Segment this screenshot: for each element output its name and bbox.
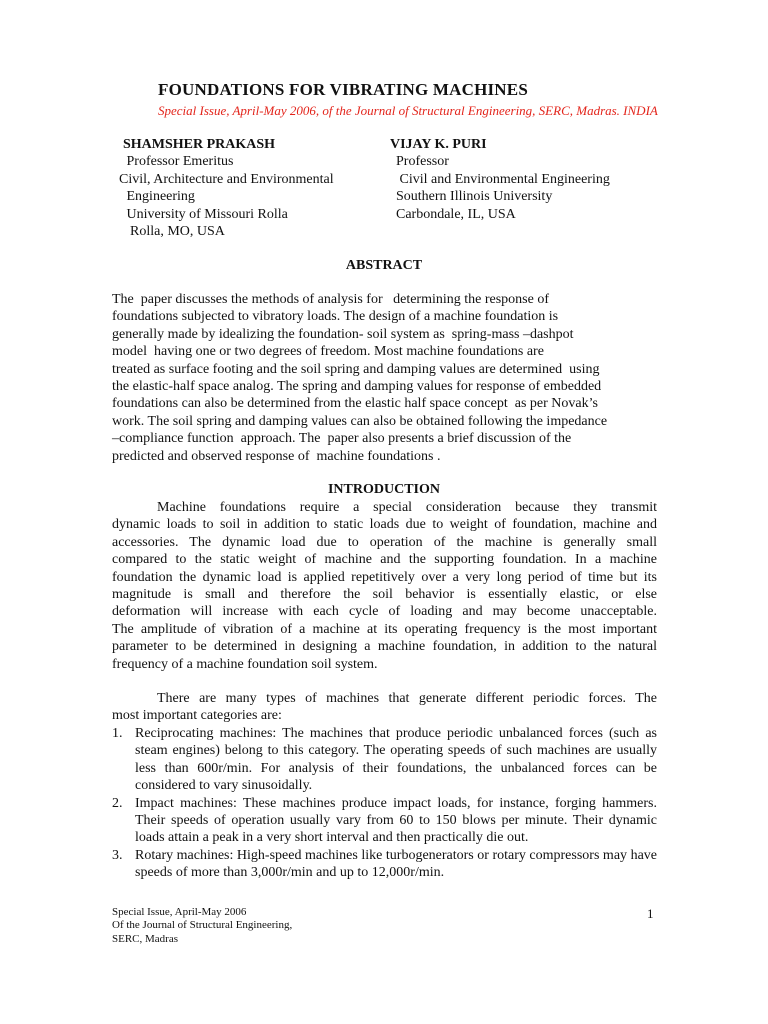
author-affiliation-line: Civil and Environmental Engineering bbox=[396, 171, 610, 187]
abstract-body bbox=[112, 291, 657, 465]
abstract-heading: ABSTRACT bbox=[345, 258, 423, 273]
intro-line: accessories. The dynamic load due to operation of the machine is generally small bbox=[112, 534, 657, 550]
intro-line: parameter to be determined in designing a machine foundation, in addition to the natural bbox=[112, 639, 657, 655]
author-affiliation-line: Civil, Architecture and Environmental bbox=[119, 171, 334, 187]
introduction-paragraph-1 bbox=[112, 499, 657, 673]
list-item-text: Impact machines: These machines produce impact loads, for instance, forging hammers. Their speeds of operation usually vary from 60 to 150 blows per minute. Their dynamic loads attain a peak in a very short interval and then practically die out. bbox=[135, 795, 657, 846]
list-item-number: 1. bbox=[112, 726, 123, 741]
footer-line: SERC, Madras bbox=[112, 932, 178, 945]
intro-line: Machine foundations require a special consideration because they transmit bbox=[157, 500, 657, 515]
author-affiliation-line: Professor bbox=[396, 154, 449, 170]
intro-line: magnitude is small and therefore the soil behavior is essentially elastic, or else bbox=[112, 587, 657, 603]
author-name: SHAMSHER PRAKASH bbox=[123, 137, 276, 152]
intro-line: There are many types of machines that generate different periodic forces. The bbox=[157, 691, 657, 706]
paper-subtitle: Special Issue, April-May 2006, of the Journal of Structural Engineering, SERC, Madras. INDIA bbox=[158, 103, 658, 118]
abstract-line: generally made by idealizing the foundation- soil system as spring-mass –dashpot bbox=[112, 326, 574, 342]
list-item-text: Reciprocating machines: The machines that produce periodic unbalanced forces (such as steam engines) belong to this category. The operating speeds of such machines are usually less than 600r/min. For analysis of their foundations, the unbalanced forces can be considered to vary sinusoidally. bbox=[135, 726, 657, 794]
author-block-2 bbox=[390, 136, 610, 223]
author-affiliation-line: Professor Emeritus bbox=[123, 154, 234, 170]
author-affiliation-line: Southern Illinois University bbox=[396, 189, 553, 205]
list-item bbox=[112, 795, 657, 847]
abstract-line: foundations can also be determined from the elastic half space concept as per Novak’s bbox=[112, 396, 598, 412]
intro-line: dynamic loads to soil in addition to static loads due to weight of foundation, machine and bbox=[112, 517, 657, 533]
intro-line: foundation the dynamic load is applied repetitively over a very long period of time but its bbox=[112, 569, 657, 585]
intro-line: most important categories are: bbox=[112, 708, 282, 724]
list-item-text: Rotary machines: High-speed machines like turbogenerators or rotary compressors may have speeds of more than 3,000r/min and up to 12,000r/min. bbox=[135, 847, 657, 881]
abstract-line: treated as surface footing and the soil spring and damping values are determined using bbox=[112, 361, 600, 377]
abstract-line: work. The soil spring and damping values can also be obtained following the impedance bbox=[112, 413, 608, 429]
intro-line: The amplitude of vibration of a machine at its operating frequency is the most important bbox=[112, 621, 657, 637]
list-item bbox=[112, 847, 657, 882]
footer-line: Of the Journal of Structural Engineering, bbox=[112, 919, 293, 932]
intro-line: compared to the static weight of machine and the supporting foundation. In a machine bbox=[112, 552, 657, 568]
abstract-line: –compliance function approach. The paper also presents a brief discussion of the bbox=[112, 431, 572, 447]
abstract-line: The paper discusses the methods of analysis for determining the response of bbox=[112, 292, 550, 307]
introduction-heading: INTRODUCTION bbox=[327, 482, 440, 497]
list-item-number: 2. bbox=[112, 795, 123, 811]
author-affiliation-line: Rolla, MO, USA bbox=[123, 224, 225, 240]
author-affiliation-line: Engineering bbox=[123, 189, 195, 205]
abstract-line: predicted and observed response of machine foundations . bbox=[112, 448, 441, 464]
page-footer bbox=[112, 906, 292, 946]
author-name: VIJAY K. PURI bbox=[390, 137, 487, 152]
introduction-paragraph-2 bbox=[112, 690, 657, 725]
author-affiliation-line: Carbondale, IL, USA bbox=[396, 206, 516, 222]
abstract-line: the elastic-half space analog. The spring and damping values for response of embedded bbox=[112, 379, 602, 395]
list-item-number: 3. bbox=[112, 847, 123, 863]
list-item bbox=[112, 725, 657, 795]
intro-line: deformation will increase with each cycle of loading and may become unacceptable. bbox=[112, 604, 657, 620]
intro-line: frequency of a machine foundation soil system. bbox=[112, 656, 378, 672]
footer-line: Special Issue, April-May 2006 bbox=[112, 906, 247, 918]
abstract-line: model having one or two degrees of freedom. Most machine foundations are bbox=[112, 344, 544, 360]
author-block-1 bbox=[119, 136, 334, 240]
machine-categories-list bbox=[112, 725, 657, 882]
author-affiliation-line: University of Missouri Rolla bbox=[123, 206, 288, 222]
page-number: 1 bbox=[647, 906, 654, 921]
abstract-line: foundations subjected to vibratory loads. The design of a machine foundation is bbox=[112, 309, 559, 325]
paper-title: FOUNDATIONS FOR VIBRATING MACHINES bbox=[158, 80, 528, 99]
